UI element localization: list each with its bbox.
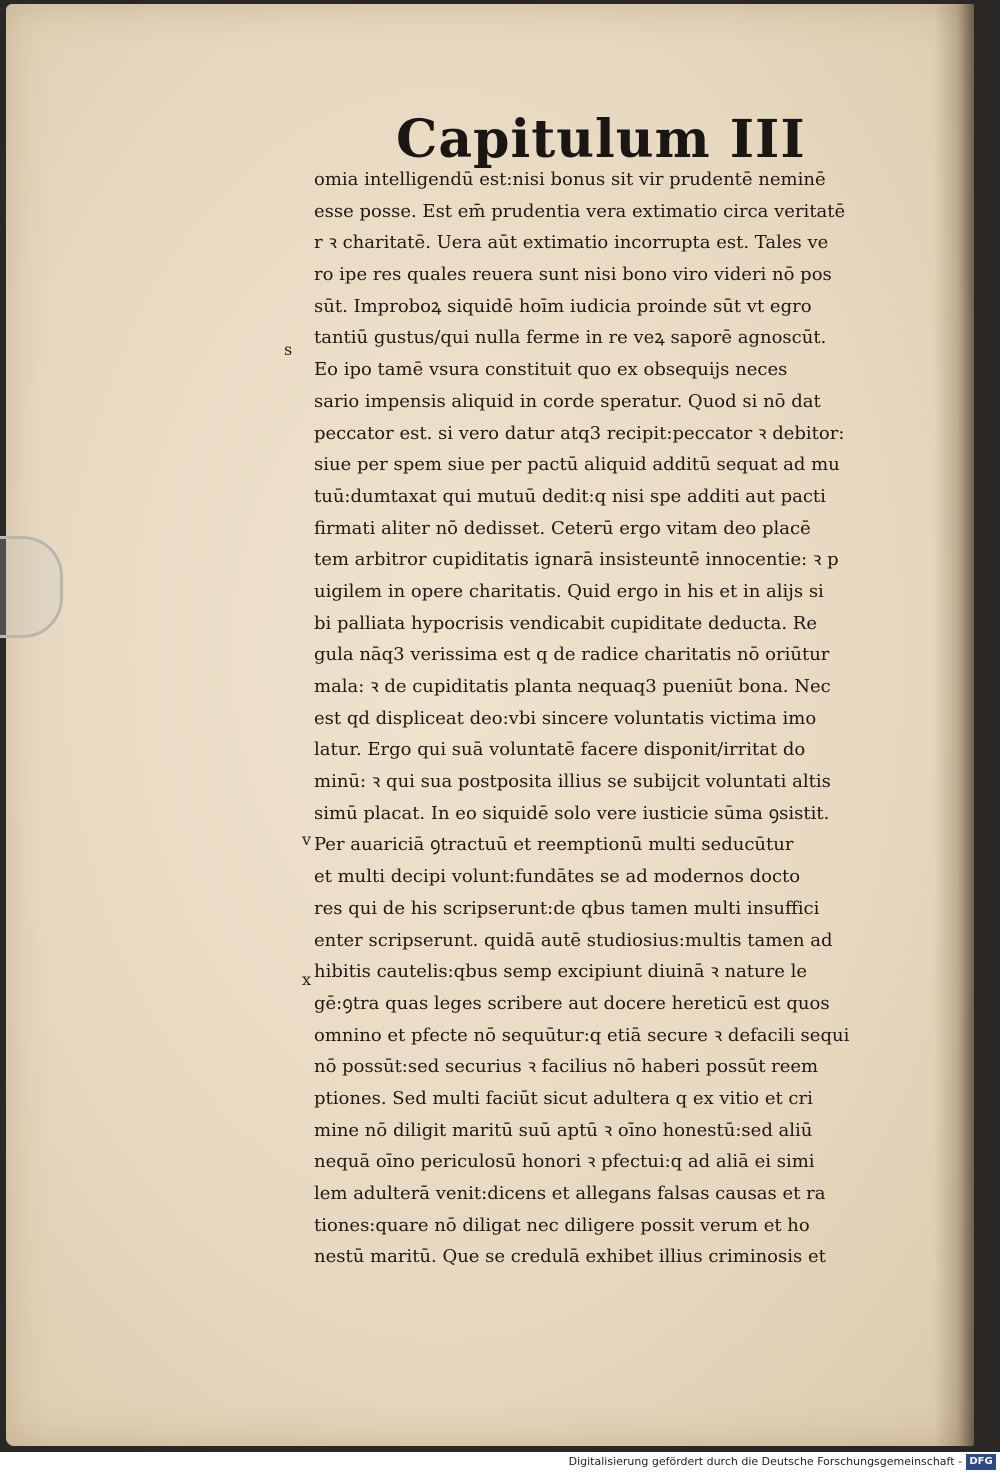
text-line: ro ipe res quales reuera sunt nisi bono viro videri nō pos: [314, 264, 832, 286]
text-line: mala: ꝛ de cupiditatis planta nequaq3 pueniūt bona. Nec: [314, 676, 831, 697]
text-line: omnino et pfecte nō sequūtur:q etiā secure ꝛ defacili sequi: [314, 1024, 850, 1046]
text-line: tantiū gustus/qui nulla ferme in re veꝝ saporē agnoscūt.: [314, 327, 827, 349]
text-line: esse posse. Est em̄ prudentia vera extimatio circa veritatē: [314, 200, 846, 222]
text-line: hibitis cautelis:qbus semp excipiunt diuinā ꝛ nature le: [314, 961, 808, 983]
body-text: [314, 164, 914, 1273]
text-line: mine nō diligit maritū suū aptū ꝛ oīno honestū:sed aliū: [314, 1119, 813, 1141]
text-line: r ꝛ charitatē. Uera aūt extimatio incorrupta est. Tales ve: [314, 232, 829, 254]
text-line: nō possūt:sed securius ꝛ facilius nō haberi possūt reem: [314, 1056, 819, 1078]
funding-notice: Digitalisierung gefördert durch die Deutsche Forschungsgemeinschaft -: [568, 1455, 962, 1468]
text-line: latur. Ergo qui suā voluntatē facere disponit/irritat do: [314, 739, 806, 761]
marginal-note: s: [284, 340, 293, 359]
text-line: lem adulterā venit:dicens et allegans falsas causas et ra: [314, 1183, 826, 1204]
text-line: est qd displiceat deo:vbi sincere voluntatis victima imo: [314, 707, 817, 729]
book-page: [6, 4, 974, 1446]
page-clip: [0, 536, 63, 638]
page-gutter-shadow: [934, 4, 974, 1446]
text-line: sario impensis aliquid in corde speratur. Quod si nō dat: [314, 390, 821, 412]
text-line: nestū maritū. Que se credulā exhibet illius criminosis et: [314, 1246, 826, 1268]
text-line: firmati aliter nō dedisset. Ceterū ergo vitam deo placē: [314, 517, 811, 539]
text-line: tuū:dumtaxat qui mutuū dedit:q nisi spe additi aut pacti: [314, 485, 826, 507]
text-line: nequā oīno periculosū honori ꝛ pfectui:q ad aliā ei simi: [314, 1151, 815, 1173]
text-line: Per auariciā ꝯtractuū et reemptionū multi seducūtur: [314, 834, 794, 856]
chapter-title: Capitulum III: [396, 109, 806, 170]
text-line: peccator est. si vero datur atq3 recipit:peccator ꝛ debitor:: [314, 422, 845, 444]
text-line: bi palliata hypocrisis vendicabit cupiditate deducta. Re: [314, 612, 817, 634]
text-line: minū: ꝛ qui sua postposita illius se subijcit voluntati altis: [314, 771, 831, 793]
text-line: ptiones. Sed multi faciūt sicut adultera q ex vitio et cri: [314, 1087, 813, 1109]
text-line: et multi decipi volunt:fundātes se ad modernos docto: [314, 866, 801, 888]
text-line: tiones:quare nō diligat nec diligere possit verum et ho: [314, 1214, 810, 1236]
text-line: gula nāq3 verissima est q de radice charitatis nō oriūtur: [314, 644, 830, 666]
footer-bar: [0, 1452, 1000, 1474]
text-line: omia intelligendū est:nisi bonus sit vir prudentē neminē: [314, 169, 826, 190]
dfg-logo: DFG: [966, 1454, 996, 1470]
text-line: tem arbitror cupiditatis ignarā insisteuntē innocentie: ꝛ p: [314, 549, 839, 571]
text-line: enter scripserunt. quidā autē studiosius:multis tamen ad: [314, 929, 833, 951]
marginal-note: v: [302, 830, 312, 849]
marginal-note: x: [302, 970, 312, 989]
text-line: sūt. Improboꝝ siquidē hoīm iudicia proinde sūt vt egro: [314, 295, 812, 317]
text-line: uigilem in opere charitatis. Quid ergo in his et in alijs si: [314, 580, 824, 602]
text-line: gē:ꝯtra quas leges scribere aut docere hereticū est quos: [314, 992, 830, 1014]
text-line: siue per spem siue per pactū aliquid additū sequat ad mu: [314, 454, 840, 476]
text-line: Eo ipo tamē vsura constituit quo ex obsequijs neces: [314, 359, 788, 381]
text-line: res qui de his scripserunt:de qbus tamen multi insuffici: [314, 897, 820, 919]
text-line: simū placat. In eo siquidē solo vere iusticie sūma ꝯsistit.: [314, 802, 830, 824]
